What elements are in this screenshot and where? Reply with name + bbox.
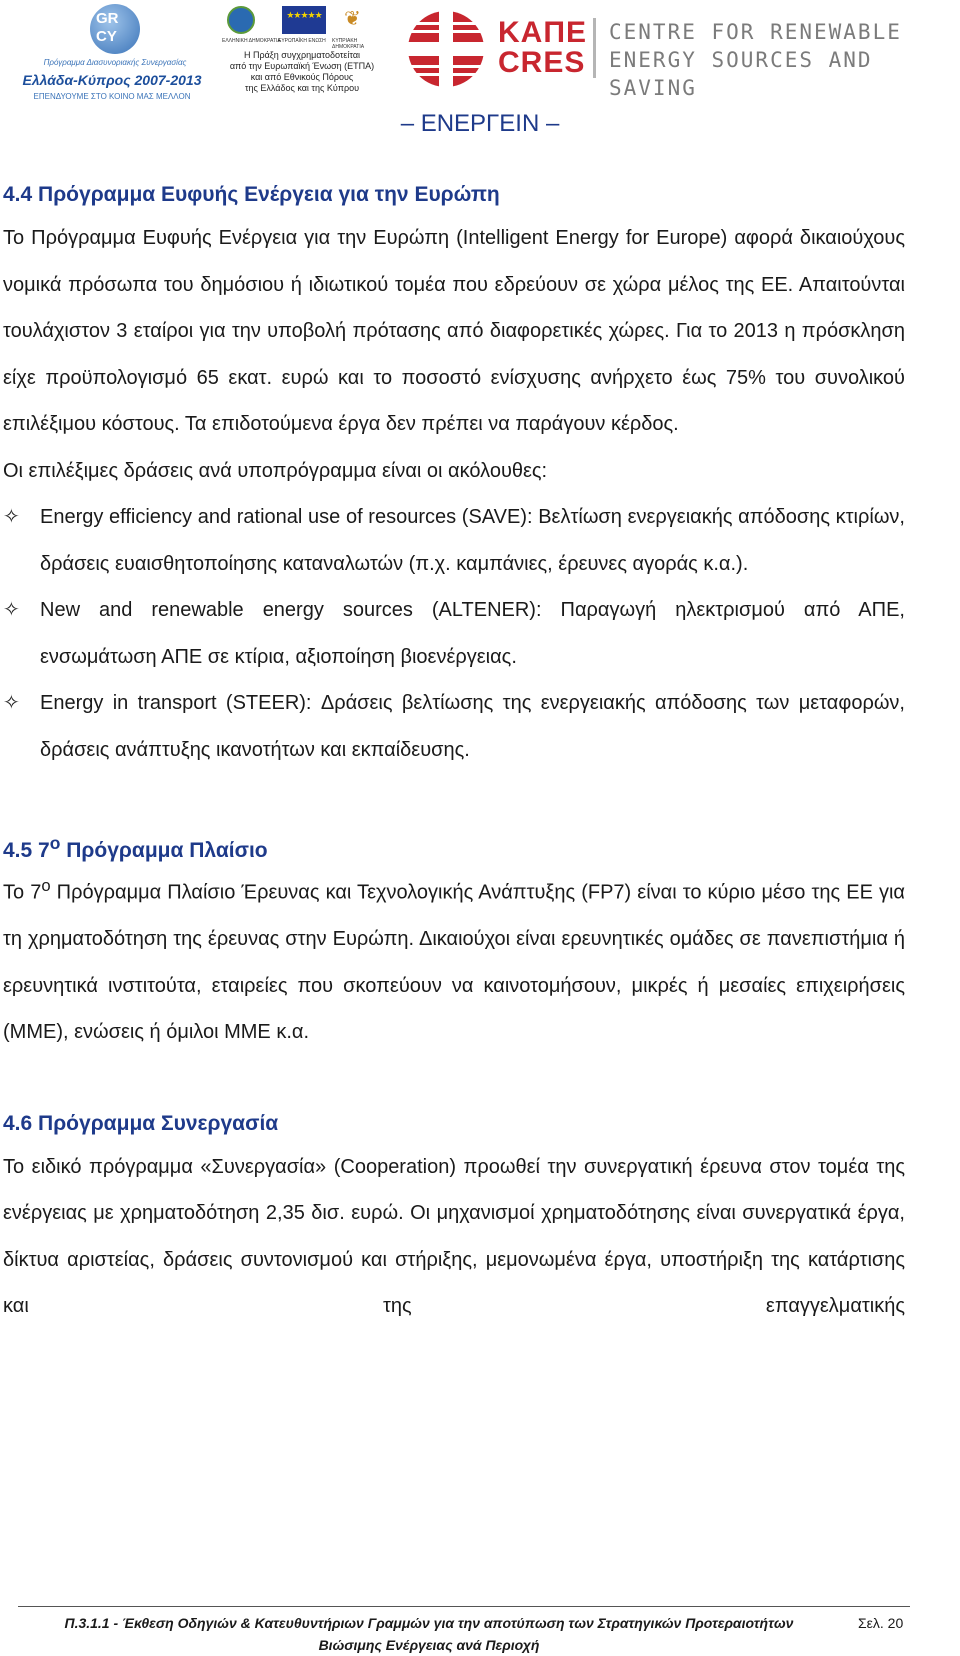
cres-mark-icon bbox=[405, 8, 487, 90]
eu-flag-icon: ★★★★★ bbox=[282, 6, 326, 34]
cres-wordmark: ΚΑΠΕ CRES bbox=[498, 16, 588, 79]
star-bullet-icon: ✧ bbox=[3, 692, 20, 714]
cyprus-emblem-icon: ❦ bbox=[344, 8, 361, 30]
paragraph-fp7: Το $7^o$ Πρόγραμμα Πλαίσιο Έρευνας και Τεχνολογικής Ανάπτυξης (FP7) είναι το κύριο μέσο της ΕΕ για τη χρηματοδότηση της έρευνας στην Ευρώπη. Δικαιούχοι είναι ερευνητικές ομάδες σε πανεπιστήμια ή ερευνητικά ινστιτούτα, εταιρείες που σκοπεύουν να καινοτομήσουν, μικρές ή μεσαίες επιχειρήσεις (ΜΜΕ), ενώσεις ή όμιλοι ΜΜΕ κ.α. bbox=[3, 876, 905, 1044]
grcy-years-text: Ελλάδα-Κύπρος 2007-2013 bbox=[22, 72, 202, 88]
section-heading-4-6: 4.6 Πρόγραμμα Συνεργασία bbox=[3, 1111, 279, 1135]
footer-document-title: Π.3.1.1 - Έκθεση Οδηγιών & Κατευθυντήριων Γραμμών για την αποτύπωση των Στρατηγικών Προτεραιοτήτων Βιώσιμης Ενέργειας ανά Περιοχή bbox=[64, 1615, 794, 1653]
cres-english-name: CENTRE FOR RENEWABLE ENERGY SOURCES AND SAVING bbox=[609, 20, 902, 100]
flag-caption-cyprus: ΚΥΠΡΙΑΚΗ ΔΗΜΟΚΡΑΤΙΑ bbox=[332, 38, 365, 50]
page-number: Σελ. 20 bbox=[858, 1615, 904, 1631]
grcy-programme-text: Πρόγραμμα Διασυνοριακής Συνεργασίας bbox=[43, 58, 187, 67]
star-bullet-icon: ✧ bbox=[3, 506, 20, 528]
document-body bbox=[3, 175, 905, 1330]
running-title: – ΕΝΕΡΓΕΙΝ – bbox=[400, 110, 560, 137]
list-item: ✧ Energy in transport (STEER): Δράσεις βελτίωσης της ενεργειακής απόδοσης των μεταφορών, δράσεις ανάπτυξης ικανοτήτων και εκπαίδευσης. bbox=[3, 680, 905, 773]
grcy-emblem-icon: GR CY bbox=[90, 4, 140, 54]
subprogramme-list bbox=[3, 494, 905, 773]
star-bullet-icon: ✧ bbox=[3, 599, 20, 621]
paragraph-cooperation: Το ειδικό πρόγραμμα «Συνεργασία» (Cooperation) προωθεί την συνεργατική έρευνα στον τομέα της ενέργειας με χρηματοδότηση 2,35 δισ. ευρώ. Οι μηχανισμοί χρηματοδότησης είναι συνεργατικά έργα, δίκτυα αριστείας, δράσεις συντονισμού και στήριξης, μεμονωμένα έργα, υποστήριξη της κατάρτισης και της επαγγελματικής bbox=[3, 1155, 905, 1318]
list-item: ✧ Energy efficiency and rational use of resources (SAVE): Βελτίωση ενεργειακής απόδοσης κτιρίων, δράσεις ευαισθητοποίησης καταναλωτών (π.χ. καμπάνιες, έρευνες αγοράς κ.α.). bbox=[3, 494, 905, 587]
section-heading-4-4: 4.4 Πρόγραμμα Ευφυής Ενέργεια για την Ευρώπη bbox=[3, 183, 500, 206]
cres-logo bbox=[405, 8, 955, 100]
page-header bbox=[0, 0, 960, 115]
section-heading-4-5: 4.5 $7^o$ Πρόγραμμα Πλαίσιο bbox=[3, 833, 268, 862]
greece-cyprus-programme-logo bbox=[22, 4, 202, 108]
page-footer bbox=[0, 1596, 960, 1656]
flag-caption-greece: ΕΛΛΗΝΙΚΗ ΔΗΜΟΚΡΑΤΙΑ bbox=[222, 38, 281, 44]
sponsor-flags bbox=[222, 6, 382, 50]
cofinancing-statement: Η Πράξη συγχρηματοδοτείται από την Ευρωπαϊκή Ένωση (ΕΤΠΑ) και από Εθνικούς Πόρους της Ελλάδος και της Κύπρου bbox=[229, 50, 375, 93]
list-item: ✧ New and renewable energy sources (ALTENER): Παραγωγή ηλεκτρισμού από ΑΠΕ, ενσωμάτωση ΑΠΕ σε κτίρια, αξιοποίηση βιοενέργειας. bbox=[3, 587, 905, 680]
cres-logo-divider bbox=[593, 18, 596, 78]
paragraph-eligible-actions: Οι επιλέξιμες δράσεις ανά υποπρόγραμμα είναι οι ακόλουθες: bbox=[3, 459, 548, 482]
greek-emblem-icon bbox=[227, 6, 255, 34]
paragraph-intelligent-energy: Το Πρόγραμμα Ευφυής Ενέργεια για την Ευρώπη (Intelligent Energy for Europe) αφορά δικαιούχους νομικά πρόσωπα του δημόσιου ή ιδιωτικού τομέα που εδρεύουν σε χώρα μέλος της ΕΕ. Απαιτούνται τουλάχιστον 3 εταίροι για την υποβολή πρότασης από διαφορετικές χώρες. Για το 2013 η πρόσκληση είχε προϋπολογισμό 65 εκατ. ευρώ και το ποσοστό ενίσχυσης ανήρχετο έως 75% του συνολικού επιλέξιμου κόστους. Τα επιδοτούμενα έργα δεν πρέπει να παράγουν κέρδος. bbox=[3, 227, 905, 435]
footer-divider bbox=[18, 1606, 910, 1607]
grcy-motto-text: ΕΠΕΝΔΥΟΥΜΕ ΣΤΟ ΚΟΙΝΟ ΜΑΣ ΜΕΛΛΟΝ bbox=[33, 92, 191, 101]
flag-caption-eu: ΕΥΡΩΠΑΪΚΗ ΕΝΩΣΗ bbox=[278, 38, 326, 44]
